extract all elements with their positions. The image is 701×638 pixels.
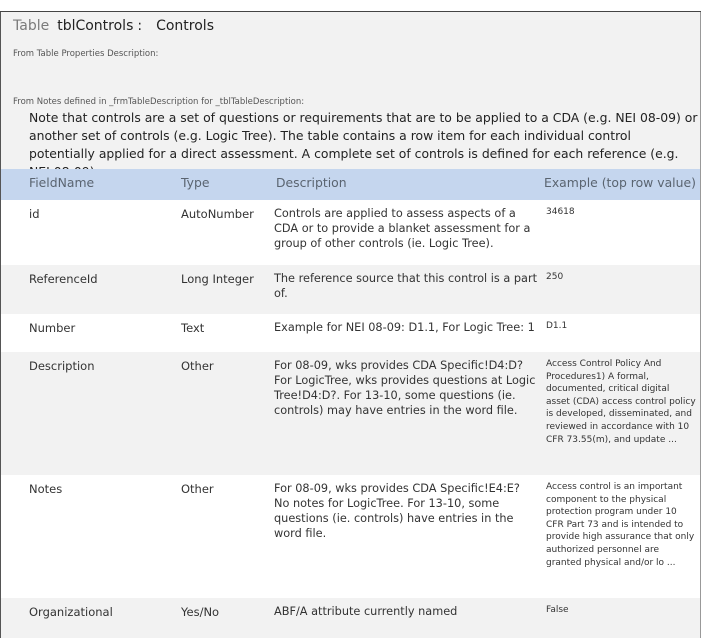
table-caption: Controls [156, 18, 214, 34]
field-type: AutoNumber [181, 207, 254, 221]
field-description: For 08-09, wks provides CDA Specific!D4:D? For LogicTree, wks provides questions at Logic Tree!D4:D?. For 13-10, some questions (ie. controls) may have entries in the word file. [274, 359, 536, 417]
field-description: For 08-09, wks provides CDA Specific!E4:E? No notes for LogicTree. For 13-10, some questions (ie. controls) have entries in the word file. [274, 482, 520, 540]
field-name: Number [29, 321, 76, 335]
column-type: Type [181, 175, 210, 190]
table-row [0, 265, 701, 314]
table-row [0, 200, 701, 265]
field-name: Description [29, 359, 95, 373]
table-row [0, 598, 701, 638]
table-name: tblControls [57, 18, 134, 34]
field-type: Yes/No [181, 605, 220, 619]
title-separator: : [137, 18, 143, 34]
field-description: Example for NEI 08-09: D1.1, For Logic Tree: 1 [274, 321, 535, 334]
table-title [13, 18, 214, 34]
field-type: Other [181, 359, 214, 373]
table-row [0, 475, 701, 598]
column-headers [0, 169, 701, 200]
field-example: D1.1 [546, 321, 568, 331]
column-example: Example (top row value) [544, 175, 696, 190]
field-name: ReferenceId [29, 272, 98, 286]
table-keyword: Table [13, 18, 50, 34]
field-example: 250 [546, 272, 564, 282]
field-example: Access control is an important component to the physical protection program under 10 CFR Part 73 and is intended to provide high assurance that only authorized personnel are granted physical and/or lo ... [546, 482, 695, 568]
column-description: Description [276, 175, 347, 190]
field-name: Organizational [29, 605, 113, 619]
field-description: The reference source that this control is a part of. [274, 272, 538, 300]
notes-label: From Notes defined in _frmTableDescription for _tblTableDescription: [13, 97, 305, 107]
field-example: False [546, 605, 569, 615]
field-type: Long Integer [181, 272, 254, 286]
table-row [0, 352, 701, 475]
table-header [0, 12, 701, 169]
field-type: Other [181, 482, 214, 496]
field-description: Controls are applied to assess aspects of a CDA or to provide a blanket assessment for a group of other controls (ie. Logic Tree). [274, 207, 531, 250]
field-example: 34618 [546, 207, 575, 217]
properties-label: From Table Properties Description: [13, 49, 159, 59]
field-name: id [29, 207, 40, 221]
field-description: ABF/A attribute currently named [274, 605, 458, 618]
column-fieldname: FieldName [29, 175, 95, 190]
notes-text: Note that controls are a set of questions or requirements that are to be applied to a CDA (e.g. NEI 08-09) or another set of controls (e.g. Logic Tree). The table contains a row item for each individual control potentially applied for a direct assessment. A complete set of controls is defined for each reference (e.g. [29, 110, 698, 161]
field-name: Notes [29, 482, 63, 496]
field-type: Text [181, 321, 205, 335]
table-row [0, 314, 701, 352]
field-example: Access Control Policy And Procedures1) A formal, documented, critical digital asset (CDA) access control policy is developed, disseminated, and reviewed in accordance with 10 CFR 73.55(m), and update ... [546, 359, 696, 445]
